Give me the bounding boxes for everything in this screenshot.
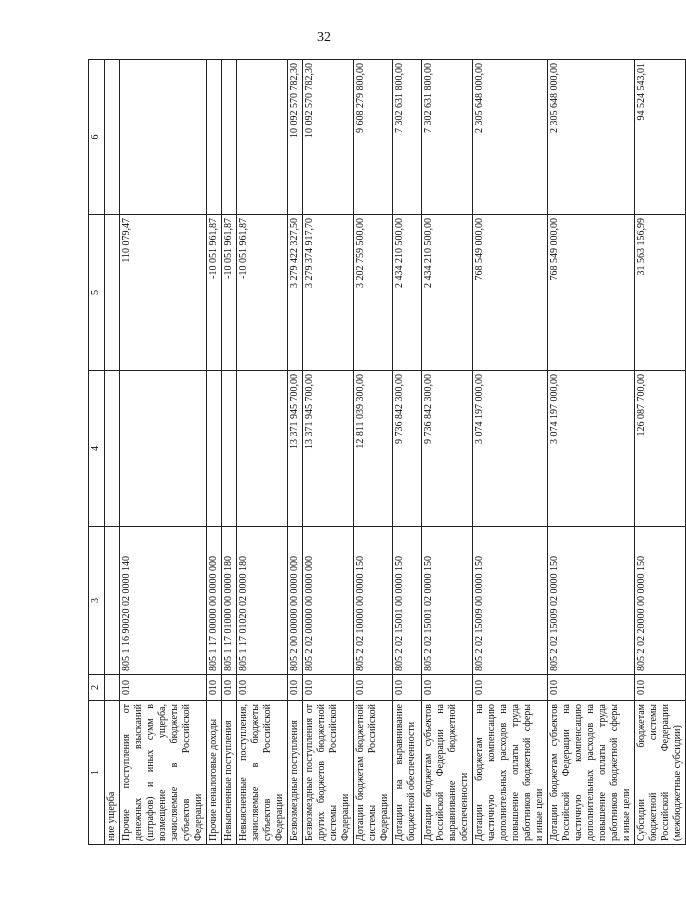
table-row [548,60,635,845]
row-code: 010 [354,675,393,701]
row-code: 010 [207,675,222,701]
row-col6 [207,60,222,215]
row-kbk [105,527,120,675]
table-row [422,60,473,845]
row-name: Дотации бюджетам бюджетной системы Российской Федерации [354,701,393,845]
row-code: 010 [237,675,288,701]
table-row [120,60,207,845]
row-col6: 10 092 570 782,30 [288,60,303,215]
row-kbk: 805 1 17 01000 00 0000 180 [222,527,237,675]
row-code [105,675,120,701]
header-col-3: 3 [89,527,105,675]
table-row [473,60,548,845]
row-col4: 13 371 945 700,00 [288,371,303,527]
row-kbk: 805 2 02 15001 02 0000 150 [422,527,473,675]
row-col5: 768 549 000,00 [548,215,635,371]
row-col6: 10 092 570 782,30 [303,60,354,215]
row-name: Дотации бюджетам на частичную компенсацию дополнительных расходов на повышение оплаты труда работников бюджетной сферы и иные цели [473,701,548,845]
row-code: 010 [393,675,422,701]
row-col6 [222,60,237,215]
row-col5: 3 279 422 327,50 [288,215,303,371]
row-col6 [120,60,207,215]
row-code: 010 [120,675,207,701]
table-row [393,60,422,845]
page-number: 32 [317,30,331,45]
row-kbk: 805 2 02 15001 00 0000 150 [393,527,422,675]
row-kbk: 805 2 02 15009 02 0000 150 [548,527,635,675]
row-col5: 3 202 759 500,00 [354,215,393,371]
row-col4 [237,371,288,527]
row-col5: 2 434 210 500,00 [422,215,473,371]
row-col4 [120,371,207,527]
header-col-4: 4 [89,371,105,527]
row-name: Прочие неналоговые доходы [207,701,222,845]
row-col6: 7 302 631 800,00 [393,60,422,215]
table-row [303,60,354,845]
row-col5: 2 434 210 500,00 [393,215,422,371]
row-col4: 9 736 842 300,00 [393,371,422,527]
row-col4: 9 736 842 300,00 [422,371,473,527]
row-col6 [237,60,288,215]
row-col4: 126 087 700,00 [635,371,686,527]
table-row [237,60,288,845]
row-col5 [105,215,120,371]
row-name: Прочие поступления от денежных взысканий (штрафов) и иных сумм в возмещение ущерба, зачисляемые в бюджеты субъектов Российской Федерации [120,701,207,845]
row-name: Субсидии бюджетам бюджетной системы Российской Федерации (межбюджетные субсидии) [635,701,686,845]
row-col5: -10 051 961,87 [237,215,288,371]
table-body [105,60,686,845]
header-col-1: 1 [89,701,105,845]
row-name: ние ущерба [105,701,120,845]
row-code: 010 [635,675,686,701]
row-col4 [105,371,120,527]
row-code: 010 [548,675,635,701]
table-row [222,60,237,845]
row-kbk: 805 1 16 90020 02 0000 140 [120,527,207,675]
row-name: Дотации бюджетам субъектов Российской Федерации на выравнивание бюджетной обеспеченности [422,701,473,845]
budget-revenue-table [88,59,686,845]
row-col6: 2 305 648 000,00 [473,60,548,215]
table-header-row [89,60,105,845]
row-name: Безвозмездные поступления [288,701,303,845]
row-col5: 3 279 374 917,70 [303,215,354,371]
row-col6: 2 305 648 000,00 [548,60,635,215]
row-col5: 31 563 156,99 [635,215,686,371]
table-row [288,60,303,845]
row-kbk: 805 2 02 00000 00 0000 000 [303,527,354,675]
header-col-6: 6 [89,60,105,215]
row-code: 010 [288,675,303,701]
row-col4: 13 371 945 700,00 [303,371,354,527]
row-col5: -10 051 961,87 [222,215,237,371]
row-code: 010 [222,675,237,701]
header-col-2: 2 [89,675,105,701]
row-col4: 3 074 197 000,00 [473,371,548,527]
row-col4: 12 811 039 300,00 [354,371,393,527]
header-col-5: 5 [89,215,105,371]
row-name: Безвозмездные поступления от других бюджетов бюджетной системы Российской Федерации [303,701,354,845]
row-col6 [105,60,120,215]
row-col5: -10 051 961,87 [207,215,222,371]
rotated-table-container [88,60,683,845]
row-col6: 7 302 631 800,00 [422,60,473,215]
row-kbk: 805 1 17 00000 00 0000 000 [207,527,222,675]
table-row [207,60,222,845]
table-row [354,60,393,845]
row-col6: 94 524 543,01 [635,60,686,215]
row-kbk: 805 2 02 20000 00 0000 150 [635,527,686,675]
row-col5: 768 549 000,00 [473,215,548,371]
row-col5: 110 079,47 [120,215,207,371]
row-name: Невыясненные поступления [222,701,237,845]
row-code: 010 [303,675,354,701]
row-kbk: 805 2 02 10000 00 0000 150 [354,527,393,675]
row-name: Дотации на выравнивание бюджетной обеспеченности [393,701,422,845]
row-code: 010 [422,675,473,701]
row-kbk: 805 2 02 15009 00 0000 150 [473,527,548,675]
row-name: Дотации бюджетам субъектов Российской Федерации на частичную компенсацию дополнительных расходов на повышение оплаты труда работников бюджетной сферы и иные цели [548,701,635,845]
row-col4: 3 074 197 000,00 [548,371,635,527]
row-kbk: 805 2 00 00000 00 0000 000 [288,527,303,675]
table-row [635,60,686,845]
row-name: Невыясненные поступления, зачисляемые в бюджеты субъектов Российской Федерации [237,701,288,845]
table-row [105,60,120,845]
row-col4 [207,371,222,527]
row-kbk: 805 1 17 01020 02 0000 180 [237,527,288,675]
row-col4 [222,371,237,527]
row-code: 010 [473,675,548,701]
row-col6: 9 608 279 800,00 [354,60,393,215]
